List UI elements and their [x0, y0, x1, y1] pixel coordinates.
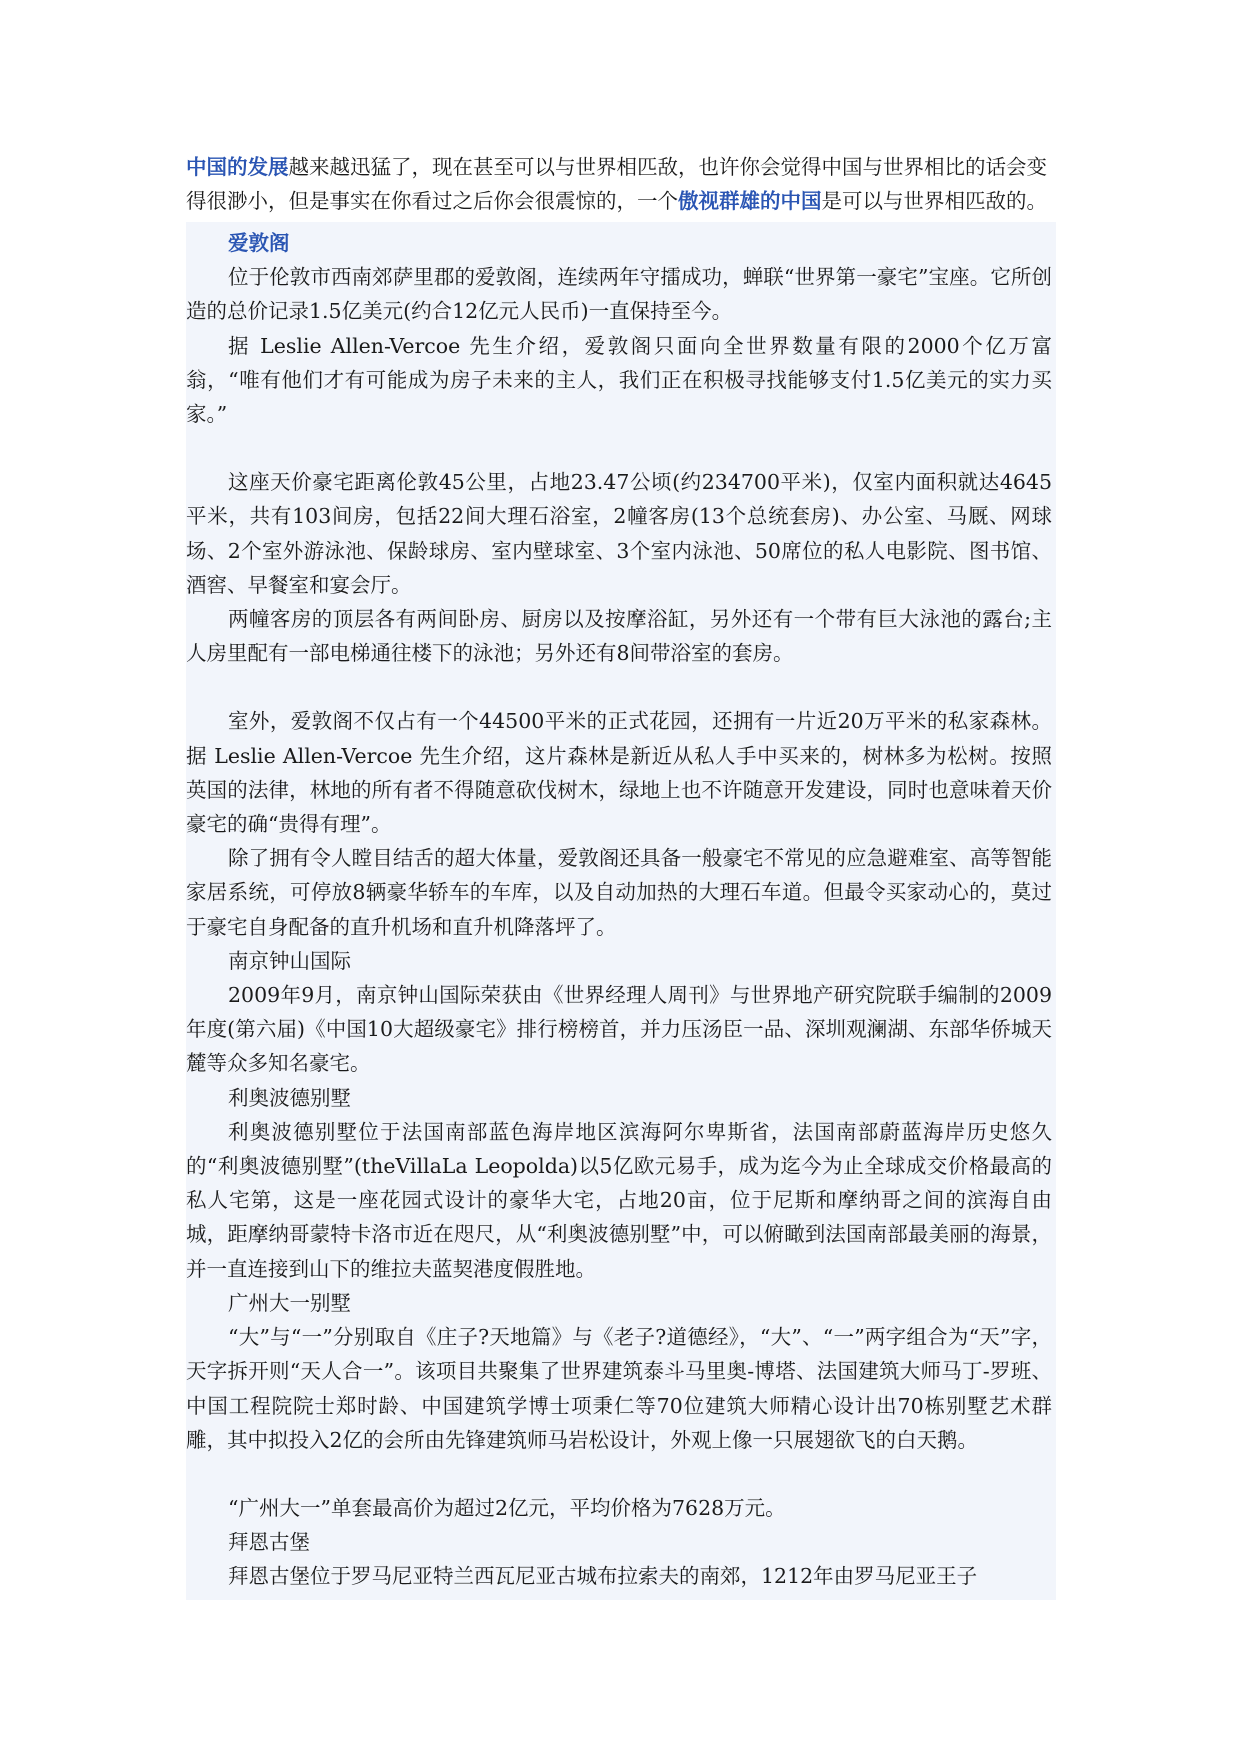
paragraph: 位于伦敦市西南郊萨里郡的爱敦阁，连续两年守擂成功，蝉联“世界第一豪宅”宝座。它所创造的总价记录1.5亿美元(约合12亿元人民币)一直保持至今。: [186, 265, 1052, 324]
document-body: [186, 151, 1056, 1600]
paragraph: “大”与“一”分别取自《庄子?天地篇》与《老子?道德经》，“大”、“一”两字组合为“天”字，天字拆开则“天人合一”。该项目共聚集了世界建筑泰斗马里奥-博塔、法国建筑大师马丁-罗班、中国工程院院士郑时龄、中国建筑学博士项秉仁等70位建筑大师精心设计出70栋别墅艺术群雕，其中拟投入2亿的会所由先锋建筑师马岩松设计，外观上像一只展翅欲飞的白天鹅。: [186, 1325, 1052, 1452]
paragraph: 除了拥有令人瞠目结舌的超大体量，爱敦阁还具备一般豪宅不常见的应急避难室、高等智能家居系统，可停放8辆豪华轿车的车库，以及自动加热的大理石车道。但最令买家动心的，莫过于豪宅自身配备的直升机场和直升机降落坪了。: [186, 846, 1052, 939]
section-title-nanjing-zhongshan: 南京钟山国际: [228, 948, 351, 973]
section-title-leopolda: 利奥波德别墅: [228, 1085, 351, 1110]
article-content: [186, 222, 1056, 1600]
spacer: [186, 431, 1052, 465]
spacer: [186, 670, 1052, 704]
section-title-edengate: 爱敦阁: [228, 231, 290, 255]
paragraph: 拜恩古堡位于罗马尼亚特兰西瓦尼亚古城布拉索夫的南郊，1212年由罗马尼亚王子: [228, 1564, 978, 1589]
paragraph: 室外，爱敦阁不仅占有一个44500平米的正式花园，还拥有一片近20万平米的私家森林。据 Leslie Allen-Vercoe 先生介绍，这片森林是新近从私人手中买来的，树林多为松树。按照英国的法律，林地的所有者不得随意砍伐树木，绿地上也不许随意开发建设，同时也意味着天价豪宅的确“贵得有理”。: [186, 709, 1052, 837]
intro-link-proud-china[interactable]: 傲视群雄的中国: [678, 188, 822, 213]
section-title-guangzhou-dayi: 广州大一别墅: [228, 1290, 351, 1315]
paragraph: 利奥波德别墅位于法国南部蓝色海岸地区滨海阿尔卑斯省，法国南部蔚蓝海岸历史悠久的“利奥波德别墅”(theVillaLa Leopolda)以5亿欧元易手，成为迄今为止全球成交价格最高的私人宅第，这是一座花园式设计的豪华大宅，占地20亩，位于尼斯和摩纳哥之间的滨海自由城，距摩纳哥蒙特卡洛市近在咫尺，从“利奥波德别墅”中，可以俯瞰到法国南部最美丽的海景，并一直连接到山下的维拉夫蓝契港度假胜地。: [186, 1119, 1052, 1281]
spacer: [186, 1457, 1052, 1491]
paragraph: 这座天价豪宅距离伦敦45公里，占地23.47公顷(约234700平米)，仅室内面积就达4645平米，共有103间房，包括22间大理石浴室，2幢客房(13个总统套房)、办公室、马厩、网球场、2个室外游泳池、保龄球房、室内壁球室、3个室内泳池、50席位的私人电影院、图书馆、酒窖、早餐室和宴会厅。: [186, 470, 1052, 597]
intro-link-china-development[interactable]: 中国的发展: [186, 155, 289, 179]
intro-text-2: 是可以与世界相匹敌的。: [821, 188, 1047, 213]
paragraph: “广州大一”单套最高价为超过2亿元，平均价格为7628万元。: [228, 1495, 786, 1520]
paragraph: 2009年9月，南京钟山国际荣获由《世界经理人周刊》与世界地产研究院联手编制的2009年度(第六届)《中国10大超级豪宅》排行榜榜首，并力压汤臣一品、深圳观澜湖、东部华侨城天麓等众多知名豪宅。: [186, 983, 1052, 1076]
section-title-bran-castle: 拜恩古堡: [228, 1530, 310, 1555]
intro-paragraph: [186, 151, 1056, 218]
intro-text-1: 越来越迅猛了，现在甚至可以与世界相匹敌，也许你会觉得中国与世界相比的话会变得很渺小，但是事实在你看过之后你会很震惊的，一个: [186, 155, 1047, 213]
paragraph: 据 Leslie Allen-Vercoe 先生介绍，爱敦阁只面向全世界数量有限的2000个亿万富翁，“唯有他们才有可能成为房子未来的主人，我们正在积极寻找能够支付1.5亿美元的实力买家。”: [186, 333, 1052, 427]
paragraph: 两幢客房的顶层各有两间卧房、厨房以及按摩浴缸，另外还有一个带有巨大泳池的露台;主人房里配有一部电梯通往楼下的泳池；另外还有8间带浴室的套房。: [186, 607, 1052, 666]
